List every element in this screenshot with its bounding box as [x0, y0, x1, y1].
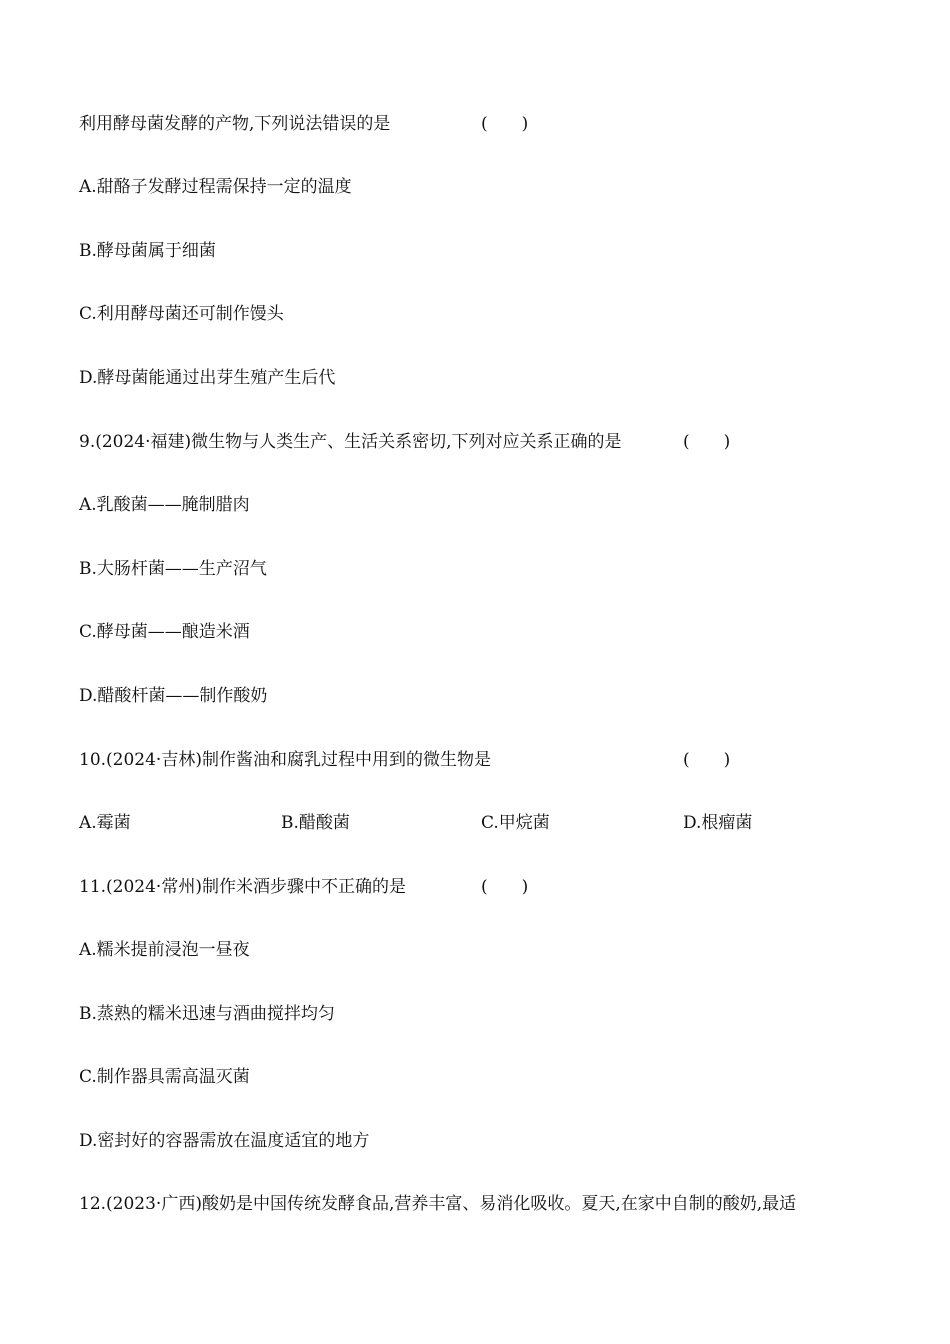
option-c: C.甲烷菌 [481, 813, 550, 833]
question-10-stem: 10.(2024·吉林)制作酱油和腐乳过程中用到的微生物是 [79, 750, 491, 770]
option-b: B.酵母菌属于细菌 [79, 241, 216, 261]
option-a: A.甜酪子发酵过程需保持一定的温度 [79, 177, 352, 197]
option-d: D.酵母菌能通过出芽生殖产生后代 [79, 368, 336, 388]
option-b: B.蒸熟的糯米迅速与酒曲搅拌均匀 [79, 1004, 335, 1024]
option-b: B.大肠杆菌——生产沼气 [79, 559, 267, 579]
option-c: C.酵母菌——酿造米酒 [79, 622, 250, 642]
option-b: B.醋酸菌 [281, 813, 350, 833]
option-a: A.霉菌 [79, 813, 131, 833]
option-d: D.醋酸杆菌——制作酸奶 [79, 686, 268, 706]
option-d: D.密封好的容器需放在温度适宜的地方 [79, 1131, 370, 1151]
option-d: D.根瘤菌 [683, 813, 753, 833]
answer-blank: ( ) [481, 877, 529, 897]
question-11-stem: 11.(2024·常州)制作米酒步骤中不正确的是 [79, 877, 406, 897]
option-c: C.制作器具需高温灭菌 [79, 1067, 250, 1087]
answer-blank: ( ) [481, 114, 529, 134]
question-9-stem: 9.(2024·福建)微生物与人类生产、生活关系密切,下列对应关系正确的是 [79, 432, 622, 452]
answer-blank: ( ) [683, 432, 731, 452]
question-12-stem: 12.(2023·广西)酸奶是中国传统发酵食品,营养丰富、易消化吸收。夏天,在家中自制的酸奶,最适 [79, 1194, 797, 1214]
question-8-stem: 利用酵母菌发酵的产物,下列说法错误的是 [79, 114, 391, 134]
option-c: C.利用酵母菌还可制作馒头 [79, 304, 284, 324]
answer-blank: ( ) [683, 750, 731, 770]
option-a: A.乳酸菌——腌制腊肉 [79, 495, 250, 515]
option-a: A.糯米提前浸泡一昼夜 [79, 940, 250, 960]
